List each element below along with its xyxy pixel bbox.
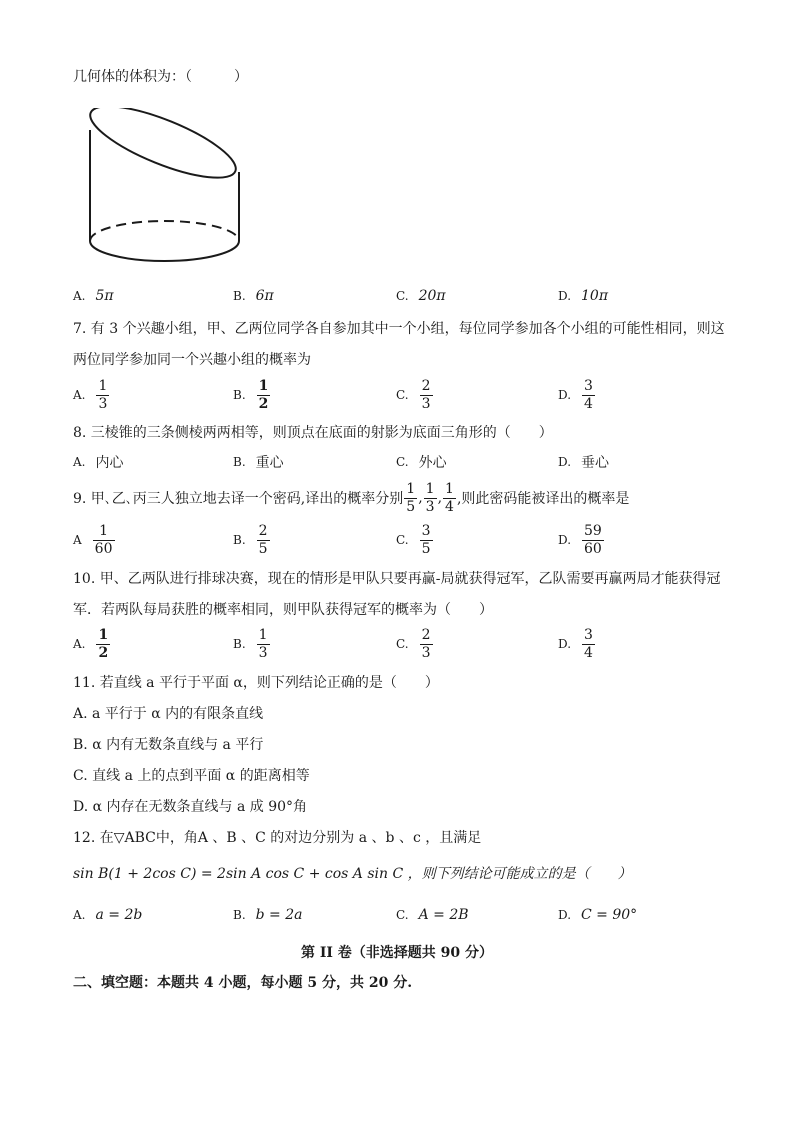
q8-option-b[interactable]: B. 重心 [233,455,284,471]
fraction: $\frac{1}{60}$ [94,522,113,557]
fraction: $\frac{2}{5}$ [258,522,268,557]
q10-option-c[interactable]: C. $\frac{2}{3}$ [396,626,431,661]
q8-stem: 8. 三棱锥的三条侧棱两两相等，则顶点在底面的射影为底面三角形的（ ） [73,425,553,441]
q10-option-a[interactable]: A. $\frac{1}{2}$ [73,626,109,661]
fraction: $\frac{1}{5}$ [406,480,416,515]
fraction: $\frac{1}{2}$ [258,377,269,412]
q11-option-c[interactable]: C. 直线 a 上的点到平面 α 的距离相等 [73,768,310,784]
q9-option-d[interactable]: D. $\frac{59}{60}$ [558,522,602,557]
q7-stem-line2: 两位同学参加同一个兴趣小组的概率为 [73,352,311,368]
q6-option-c[interactable]: C. 20π [396,288,446,304]
q8-options [73,451,733,473]
q7-stem-line1: 7. 有 3 个兴趣小组，甲、乙两位同学各自参加其中一个小组，每位同学参加各个小组的可能性相同，则这 [73,321,725,337]
q12-option-d[interactable]: D. C = 90° [558,907,638,923]
fraction: $\frac{59}{60}$ [584,522,602,557]
fraction: $\frac{3}{4}$ [584,377,593,412]
q12-stem-line1: 12. 在▽ABC中，角A 、B 、C 的对边分别为 a 、b 、c ，且满足 [73,830,482,846]
q11-option-b[interactable]: B. α 内有无数条直线与 a 平行 [73,737,264,753]
q10-options [73,622,733,666]
cylinder-bottom-back [90,221,239,241]
q6-options [73,285,733,307]
fraction: $\frac{1}{4}$ [445,480,454,515]
q8-option-a[interactable]: A. 内心 [73,455,124,471]
q11-stem: 11. 若直线 a 平行于平面 α，则下列结论正确的是（ ） [73,675,439,691]
q12-option-a[interactable]: A. a = 2b [73,907,143,923]
q7-option-d[interactable]: D. $\frac{3}{4}$ [558,377,593,412]
fraction: $\frac{3}{5}$ [421,522,431,557]
fraction: $\frac{2}{3}$ [421,377,431,412]
q9-option-c[interactable]: C. $\frac{3}{5}$ [396,522,431,557]
q12-option-c[interactable]: C. A = 2B [396,907,469,923]
q7-option-c[interactable]: C. $\frac{2}{3}$ [396,377,431,412]
q6-option-d[interactable]: D. 10π [558,288,609,304]
q9-options [73,518,733,562]
q12-options [73,904,733,926]
q9-stem: 9. 甲､乙､丙三人独立地去译一个密码,译出的概率分别 $\frac{1}{5}$ , $\frac{1}{3}$ , $\frac{1}{4}$ ,则此密码能被译出的概率是 [73,480,630,515]
cylinder-bottom-front [90,241,239,261]
q7-options [73,373,733,417]
q8-option-c[interactable]: C. 外心 [396,455,447,471]
q12-stem-line2: sin B(1 + 2cos C) = 2sin A cos C + cos A sin C ，则下列结论可能成立的是（ ） [73,866,632,882]
q12-option-b[interactable]: B. b = 2a [233,907,303,923]
fraction: $\frac{1}{3}$ [425,480,435,515]
oblique-cylinder-figure [86,108,246,268]
q11-option-a[interactable]: A. a 平行于 α 内的有限条直线 [73,706,264,722]
fraction: $\frac{1}{3}$ [258,626,268,661]
part2-heading: 第 II 卷（非选择题共 90 分） [300,945,494,961]
fraction: $\frac{3}{4}$ [584,626,593,661]
q11-option-d[interactable]: D. α 内存在无数条直线与 a 成 90°角 [73,799,308,815]
q10-stem-line1: 10. 甲、乙两队进行排球决赛，现在的情形是甲队只要再赢-局就获得冠军，乙队需要再赢两局才能获得冠 [73,571,721,587]
q10-option-d[interactable]: D. $\frac{3}{4}$ [558,626,593,661]
q6-option-b[interactable]: B. 6π [233,288,274,304]
q9-option-b[interactable]: B. $\frac{2}{5}$ [233,522,268,557]
fraction: $\frac{1}{2}$ [98,626,109,661]
q7-option-a[interactable]: A. $\frac{1}{3}$ [73,377,108,412]
section2-title: 二、填空题：本题共 4 小题，每小题 5 分，共 20 分. [73,975,413,991]
q6-stem-tail: 几何体的体积为：（ ） [73,69,248,85]
q6-option-a[interactable]: A. 5π [73,288,114,304]
fraction: $\frac{2}{3}$ [421,626,431,661]
q9-option-a[interactable]: A $\frac{1}{60}$ [73,522,113,557]
fraction: $\frac{1}{3}$ [98,377,108,412]
q10-option-b[interactable]: B. $\frac{1}{3}$ [233,626,268,661]
q7-option-b[interactable]: B. $\frac{1}{2}$ [233,377,269,412]
cylinder-top-ellipse [86,108,244,192]
q10-stem-line2: 军．若两队每局获胜的概率相同，则甲队获得冠军的概率为（ ） [73,602,493,618]
q8-option-d[interactable]: D. 垂心 [558,455,610,471]
